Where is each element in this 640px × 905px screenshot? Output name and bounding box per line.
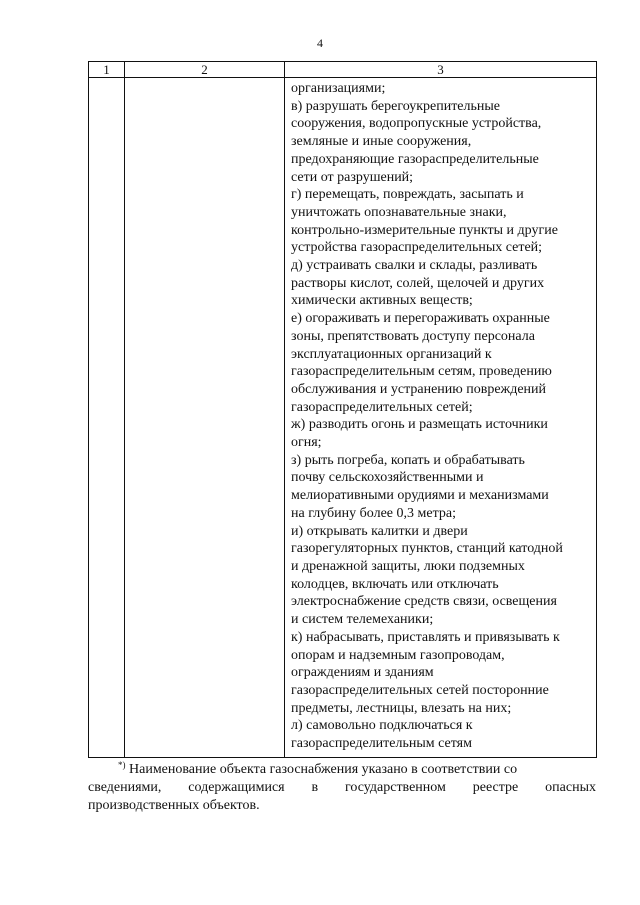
restriction-line: предохраняющие газораспределительные	[291, 151, 539, 167]
restriction-line: обслуживания и устранению повреждений	[291, 381, 547, 397]
footnote-line-2	[88, 779, 596, 797]
restrictions-table	[88, 61, 597, 758]
restriction-line: и) открывать калитки и двери	[291, 523, 468, 539]
restriction-line: и систем телемеханики;	[291, 612, 434, 628]
column-header-3: 3	[285, 62, 597, 78]
restriction-line: к) набрасывать, приставлять и привязывать к	[291, 629, 560, 645]
footnote-text-1: Наименование объекта газоснабжения указано в соответствии со	[129, 762, 518, 777]
restriction-line: з) рыть погреба, копать и обрабатывать	[291, 452, 525, 468]
restriction-line: устройства газораспределительных сетей;	[291, 240, 543, 256]
restriction-line: контрольно-измерительные пункты и другие	[291, 222, 558, 238]
page-number: 4	[317, 36, 323, 50]
table-header-row	[89, 62, 597, 78]
footnote-word: государственном	[345, 780, 446, 795]
restriction-line: уничтожать опознавательные знаки,	[291, 204, 507, 220]
restriction-line: ограждениям и зданиям	[291, 665, 434, 681]
restriction-line: почву сельскохозяйственными и	[291, 470, 484, 486]
footnote	[88, 756, 596, 815]
footnote-line-1	[88, 756, 596, 779]
table-row	[89, 78, 597, 758]
restriction-line: газораспределительным сетям, проведению	[291, 364, 552, 380]
footnote-word: опасных	[545, 780, 596, 795]
restriction-line: г) перемещать, повреждать, засыпать и	[291, 187, 524, 203]
restriction-line: д) устраивать свалки и склады, разливать	[291, 258, 538, 274]
restriction-line: газораспределительных сетей посторонние	[291, 682, 549, 698]
restriction-line: сети от разрушений;	[291, 169, 414, 185]
restriction-line: опорам и надземным газопроводам,	[291, 647, 505, 663]
restriction-line: сооружения, водопропускные устройства,	[291, 116, 542, 132]
restriction-line: растворы кислот, солей, щелочей и других	[291, 275, 545, 291]
restriction-line: мелиоративными орудиями и механизмами	[291, 488, 549, 504]
footnote-marker: *)	[118, 760, 126, 770]
restrictions-text	[285, 78, 596, 757]
restriction-line: огня;	[291, 435, 322, 451]
restriction-line: и дренажной защиты, люки подземных	[291, 558, 525, 574]
restriction-line: газораспределительным сетям	[291, 736, 472, 752]
column-header-1: 1	[89, 62, 125, 78]
restriction-line: на глубину более 0,3 метра;	[291, 505, 456, 521]
restriction-line: в) разрушать берегоукрепительные	[291, 98, 501, 114]
restriction-line: газорегуляторных пунктов, станций катодной	[291, 541, 563, 557]
table-cell-col2	[125, 78, 285, 758]
restriction-line: е) огораживать и перегораживать охранные	[291, 311, 550, 327]
table-cell-col3	[285, 78, 597, 758]
restriction-line: колодцев, включать или отключать	[291, 576, 499, 592]
restriction-line: земляные и иные сооружения,	[291, 134, 472, 150]
restriction-line: эксплуатационных организаций к	[291, 346, 492, 362]
restriction-line: л) самовольно подключаться к	[291, 718, 473, 734]
restriction-line: предметы, лестницы, влезать на них;	[291, 700, 512, 716]
footnote-word: содержащимися	[188, 780, 285, 795]
restriction-line: электроснабжение средств связи, освещения	[291, 594, 557, 610]
footnote-word: сведениями,	[88, 780, 162, 795]
restriction-line: ж) разводить огонь и размещать источники	[291, 417, 548, 433]
restriction-line: зоны, препятствовать доступу персонала	[291, 328, 535, 344]
footnote-word: в	[311, 780, 319, 795]
restriction-line: организациями;	[291, 81, 386, 96]
table-cell-col1	[89, 78, 125, 758]
restriction-line: химически активных веществ;	[291, 293, 473, 309]
restriction-line: газораспределительных сетей;	[291, 399, 473, 415]
footnote-line-3: производственных объектов.	[88, 798, 260, 813]
footnote-word: реестре	[472, 780, 519, 795]
column-header-2: 2	[125, 62, 285, 78]
